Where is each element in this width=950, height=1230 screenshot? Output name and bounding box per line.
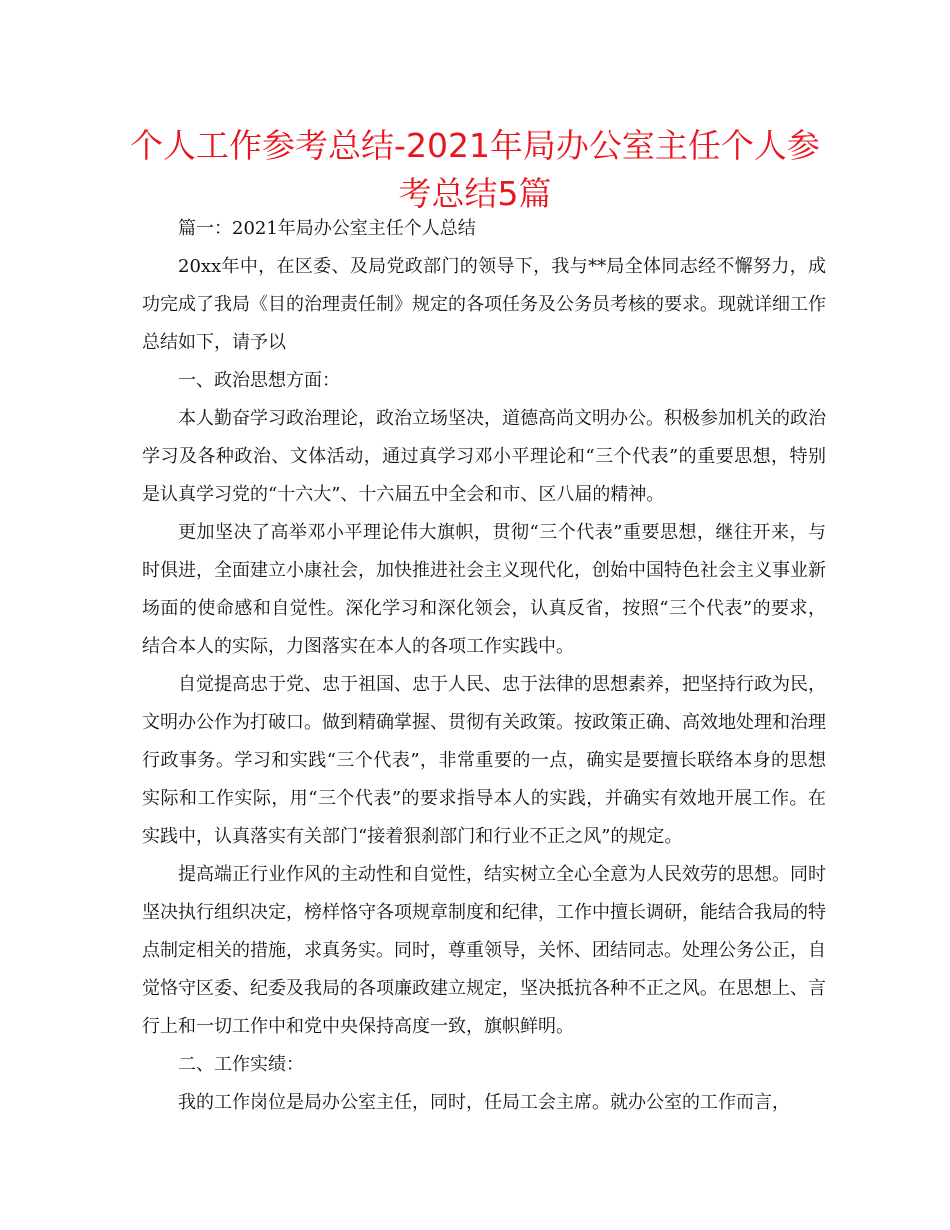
paragraph-heading-political: 一、政治思想方面：	[178, 370, 340, 391]
document-title: 个人工作参考总结-2021年局办公室主任个人参考总结5篇	[130, 126, 820, 213]
paragraph-achievements: 我的工作岗位是局办公室主任，同时，任局工会主席。就办公室的工作而言，	[178, 1092, 790, 1113]
paragraph-political-resolve: 更加坚决了高举邓小平理论伟大旗帜，贯彻“三个代表”重要思想，继往开来，与时俱进，全面建立小康社会，加快推进社会主义现代化，创始中国特色社会主义事业新场面的使命感和自觉性。深化学习和深化领会，认真反省，按照“三个代表”的要求，结合本人的实际，力图落实在本人的各项工作实践中。	[142, 522, 826, 657]
paragraph-political-study: 本人勤奋学习政治理论，政治立场坚决，道德高尚文明办公。积极参加机关的政治学习及各种政治、文体活动，通过真学习邓小平理论和“三个代表”的重要思想，特别是认真学习党的“十六大”、十六届五中全会和市、区八届的精神。	[142, 408, 826, 505]
paragraph-political-practice: 自觉提高忠于党、忠于祖国、忠于人民、忠于法律的思想素养，把坚持行政为民，文明办公作为打破口。做到精确掌握、贯彻有关政策。按政策正确、高效地处理和治理行政事务。学习和实践“三个代表”，非常重要的一点，确实是要擅长联络本身的思想实际和工作实际，用“三个代表”的要求指导本人的实践，并确实有效地开展工作。在实践中，认真落实有关部门“接着狠刹部门和行业不正之风”的规定。	[142, 674, 826, 847]
paragraph-political-conduct: 提高端正行业作风的主动性和自觉性，结实树立全心全意为人民效劳的思想。同时坚决执行组织决定，榜样恪守各项规章制度和纪律，工作中擅长调研，能结合我局的特点制定相关的措施，求真务实。同时，尊重领导，关怀、团结同志。处理公务公正，自觉恪守区委、纪委及我局的各项廉政建立规定，坚决抵抗各种不正之风。在思想上、言行上和一切工作中和党中央保持高度一致，旗帜鲜明。	[142, 864, 826, 1037]
paragraph-section-heading: 篇一：2021年局办公室主任个人总结	[178, 218, 476, 239]
paragraph-heading-achievements: 二、工作实绩：	[178, 1054, 304, 1075]
document-body	[142, 210, 826, 1122]
paragraph-intro: 20xx年中，在区委、及局党政部门的领导下，我与**局全体同志经不懈努力，成功完成了我局《目的治理责任制》规定的各项任务及公务员考核的要求。现就详细工作总结如下，请予以	[142, 256, 826, 353]
